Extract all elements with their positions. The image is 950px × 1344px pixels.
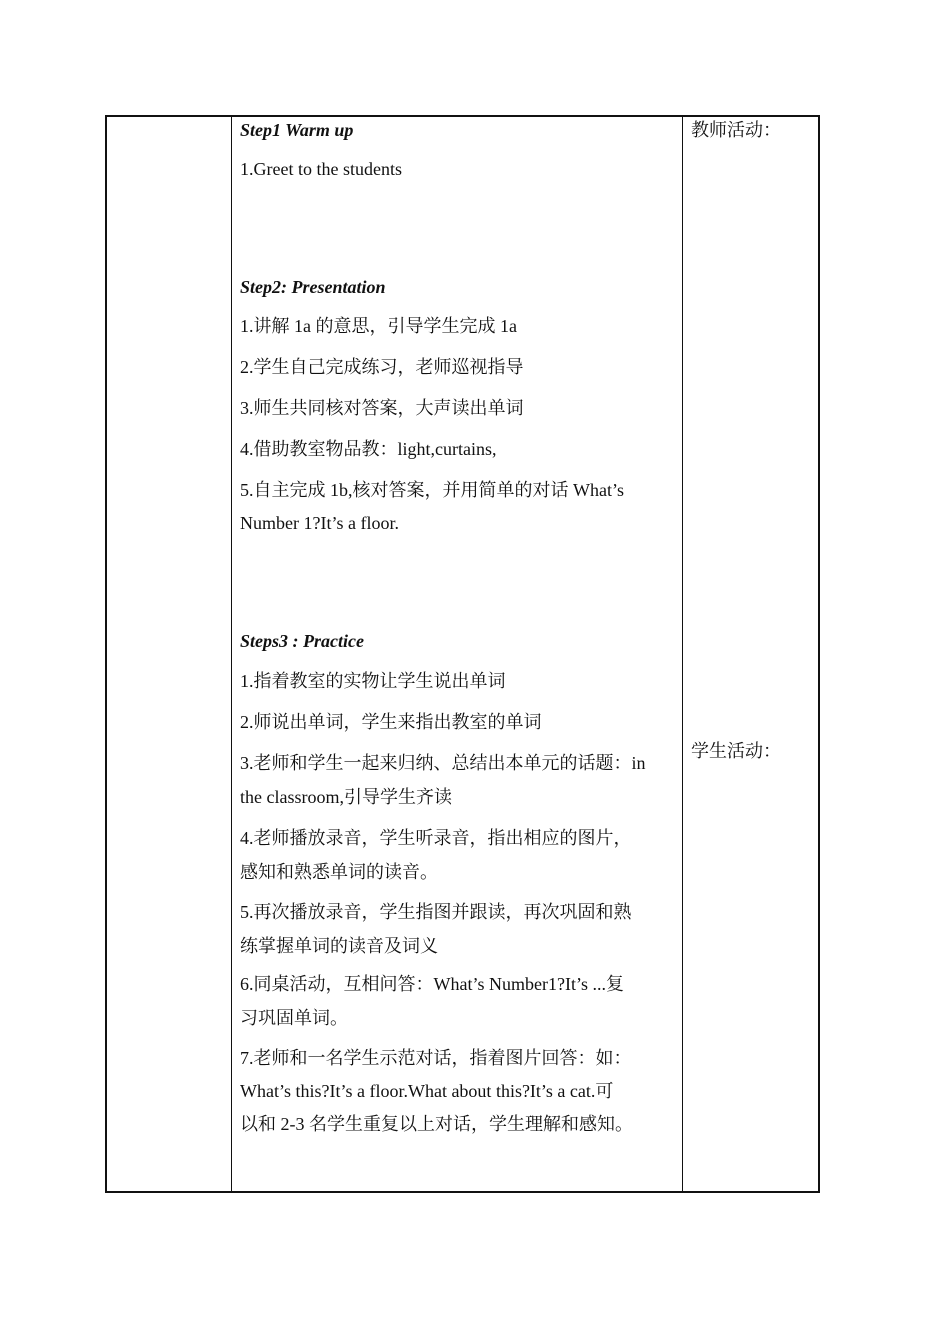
column-divider-left — [231, 117, 232, 1191]
column-divider-right — [682, 117, 683, 1191]
step2-item-5: 5.自主完成 1b,核对答案，并用简单的对话 What’s — [240, 480, 624, 500]
step2-item-5-cont: Number 1?It’s a floor. — [240, 513, 399, 533]
step2-item-4: 4.借助教室物品教：light,curtains, — [240, 439, 497, 459]
step3-item-4: 4.老师播放录音，学生听录音，指出相应的图片， — [240, 828, 632, 848]
step3-item-2: 2.师说出单词，学生来指出教室的单词 — [240, 712, 542, 732]
step1-item-1: 1.Greet to the students — [240, 159, 402, 179]
lesson-table — [105, 115, 820, 1193]
step2-title: Step2: Presentation — [240, 277, 386, 297]
step1-title: Step1 Warm up — [240, 120, 354, 140]
step3-item-7-cont: What’s this?It’s a floor.What about this?It’s a cat.可 — [240, 1081, 614, 1101]
step3-item-5: 5.再次播放录音，学生指图并跟读，再次巩固和熟 — [240, 902, 632, 922]
step3-item-7-cont2: 以和 2-3 名学生重复以上对话，学生理解和感知。 — [240, 1114, 633, 1134]
student-activity-label: 学生活动： — [691, 741, 781, 761]
step2-item-2: 2.学生自己完成练习，老师巡视指导 — [240, 357, 524, 377]
step3-item-3: 3.老师和学生一起来归纳、总结出本单元的话题：in — [240, 753, 646, 773]
step3-item-6-cont: 习巩固单词。 — [240, 1008, 348, 1028]
step3-item-5-cont: 练掌握单词的读音及词义 — [240, 936, 438, 956]
step3-item-7: 7.老师和一名学生示范对话，指着图片回答：如： — [240, 1048, 632, 1068]
step3-item-6: 6.同桌活动，互相问答：What’s Number1?It’s ...复 — [240, 974, 624, 994]
step3-item-3-cont: the classroom,引导学生齐读 — [240, 787, 452, 807]
step2-item-1: 1.讲解 1a 的意思，引导学生完成 1a — [240, 316, 517, 336]
step3-item-4-cont: 感知和熟悉单词的读音。 — [240, 862, 438, 882]
step3-title: Steps3 : Practice — [240, 631, 364, 651]
step3-item-1: 1.指着教室的实物让学生说出单词 — [240, 671, 506, 691]
teacher-activity-label: 教师活动： — [691, 120, 781, 140]
step2-item-3: 3.师生共同核对答案，大声读出单词 — [240, 398, 524, 418]
